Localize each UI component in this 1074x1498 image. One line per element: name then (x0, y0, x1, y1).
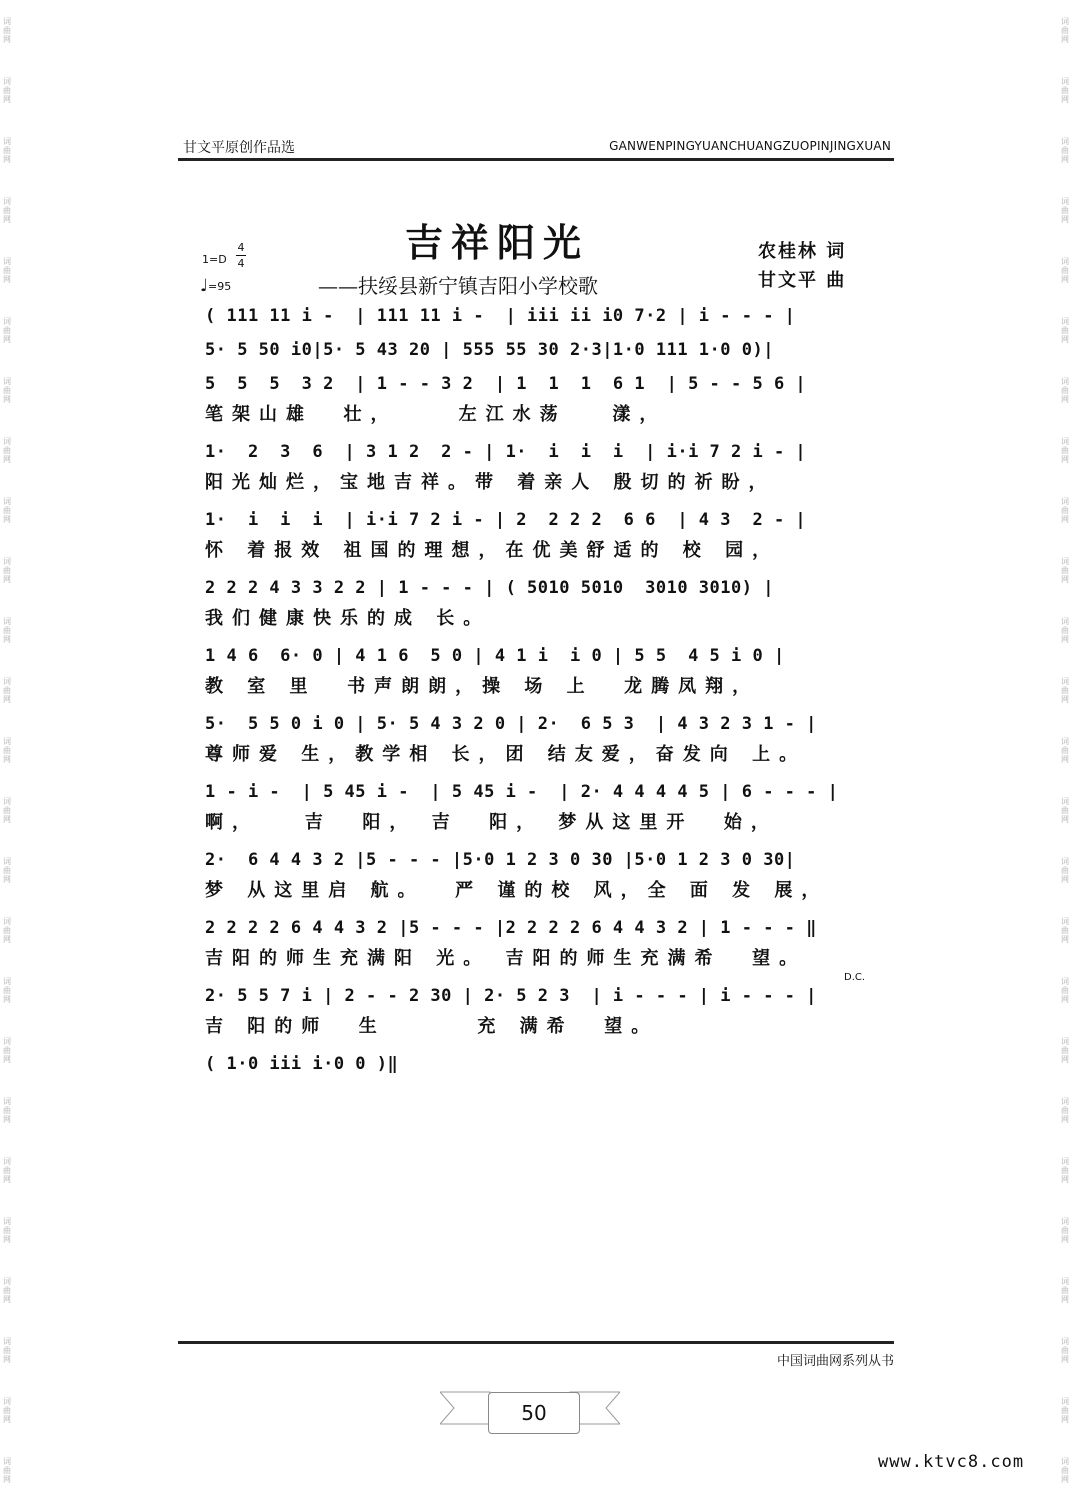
footer-rule (178, 1341, 894, 1344)
watermark-group (0, 420, 14, 480)
watermark-char: 曲 (3, 925, 11, 935)
watermark-char: 曲 (3, 1105, 11, 1115)
watermark-char: 网 (1061, 874, 1069, 884)
watermark-char: 曲 (3, 1465, 11, 1475)
watermark-group (1058, 240, 1072, 300)
watermark-group (1058, 720, 1072, 780)
watermark-group (1058, 120, 1072, 180)
watermark-char: 网 (3, 694, 11, 704)
watermark-group (0, 1260, 14, 1320)
watermark-group (0, 1140, 14, 1200)
watermark-char: 网 (3, 1354, 11, 1364)
song-subtitle: ——扶绥县新宁镇吉阳小学校歌 (318, 274, 598, 298)
watermark-char: 网 (3, 214, 11, 224)
watermark-char: 词 (1061, 1096, 1069, 1106)
watermark-char: 词 (1061, 1036, 1069, 1046)
watermark-char: 曲 (1061, 205, 1069, 215)
watermark-group (0, 900, 14, 960)
watermark-char: 网 (3, 1054, 11, 1064)
watermark-char: 词 (3, 16, 11, 26)
watermark-char: 曲 (3, 1045, 11, 1055)
watermark-char: 曲 (1061, 805, 1069, 815)
watermark-char: 网 (1061, 1414, 1069, 1424)
lyric-line: 啊， 吉 阳， 吉 阳， 梦从这里开 始， (205, 812, 778, 833)
watermark-char: 曲 (1061, 1045, 1069, 1055)
watermark-char: 词 (1061, 496, 1069, 506)
watermark-group (1058, 180, 1072, 240)
header-right-text: GANWENPINGYUANCHUANGZUOPINJINGXUAN (609, 139, 891, 153)
watermark-char: 网 (3, 1174, 11, 1184)
watermark-char: 网 (1061, 1294, 1069, 1304)
watermark-char: 曲 (1061, 325, 1069, 335)
watermark-char: 词 (1061, 796, 1069, 806)
site-url: www.ktvc8.com (878, 1452, 1025, 1472)
watermark-group (0, 300, 14, 360)
watermark-char: 曲 (3, 1345, 11, 1355)
watermark-char: 曲 (3, 685, 11, 695)
watermark-char: 词 (3, 196, 11, 206)
watermark-char: 曲 (3, 985, 11, 995)
watermark-char: 词 (3, 736, 11, 746)
watermark-char: 词 (1061, 1456, 1069, 1466)
watermark-char: 词 (3, 1036, 11, 1046)
watermark-char: 曲 (3, 325, 11, 335)
lyric-line: 吉 阳的师 生 充 满希 望。 (205, 1016, 659, 1037)
watermark-char: 网 (3, 274, 11, 284)
tempo-value: =95 (208, 280, 232, 293)
notation-line: 5· 5 5 0 i 0 | 5· 5 4 3 2 0 | 2· 6 5 3 | 4 3 2 3 1 - | (205, 714, 817, 734)
watermark-char: 网 (1061, 814, 1069, 824)
watermark-char: 词 (3, 316, 11, 326)
watermark-char: 词 (1061, 976, 1069, 986)
watermark-group (0, 1380, 14, 1440)
watermark-group (1058, 1080, 1072, 1140)
watermark-char: 词 (1061, 1276, 1069, 1286)
watermark-char: 曲 (3, 745, 11, 755)
watermark-char: 曲 (3, 385, 11, 395)
watermark-char: 词 (3, 616, 11, 626)
watermark-char: 曲 (1061, 1405, 1069, 1415)
watermark-char: 词 (3, 1096, 11, 1106)
watermark-char: 曲 (1061, 1465, 1069, 1475)
right-watermark-strip (1058, 0, 1072, 1498)
lyric-line: 教 室 里 书声朗朗，操 场 上 龙腾凤翔， (205, 676, 760, 697)
lyric-line: 吉阳的师生充满阳 光。 吉阳的师生充满希 望。 (205, 948, 807, 969)
watermark-char: 词 (1061, 436, 1069, 446)
notation-line: 1· i i i | i·i 7 2 i - | 2 2 2 2 6 6 | 4 3 2 - | (205, 510, 807, 530)
watermark-group (1058, 0, 1072, 60)
watermark-group (0, 780, 14, 840)
watermark-char: 词 (3, 1276, 11, 1286)
lyric-line: 阳光灿烂，宝地吉祥。带 着亲人 殷切的祈盼， (205, 472, 776, 493)
left-watermark-strip (0, 0, 14, 1498)
watermark-char: 网 (1061, 1174, 1069, 1184)
watermark-char: 网 (1061, 1054, 1069, 1064)
watermark-char: 网 (3, 1474, 11, 1484)
notation-line: ( 111 11 i - | 111 11 i - | iii ii i0 7·2 | i - - - | (205, 306, 796, 326)
watermark-char: 网 (1061, 94, 1069, 104)
watermark-group (0, 1200, 14, 1260)
watermark-group (1058, 480, 1072, 540)
watermark-char: 曲 (1061, 1225, 1069, 1235)
watermark-char: 曲 (1061, 985, 1069, 995)
watermark-char: 词 (1061, 316, 1069, 326)
page-number: 50 (488, 1392, 580, 1434)
watermark-char: 词 (3, 556, 11, 566)
watermark-group (1058, 540, 1072, 600)
time-divider (236, 255, 246, 256)
watermark-char: 词 (1061, 856, 1069, 866)
watermark-char: 曲 (1061, 505, 1069, 515)
watermark-group (0, 840, 14, 900)
watermark-group (1058, 1140, 1072, 1200)
watermark-group (1058, 840, 1072, 900)
watermark-char: 曲 (3, 865, 11, 875)
watermark-char: 网 (1061, 634, 1069, 644)
footer-series-text: 中国词曲网系列从书 (776, 1354, 894, 1369)
watermark-char: 词 (3, 1216, 11, 1226)
watermark-char: 词 (3, 256, 11, 266)
watermark-char: 曲 (3, 565, 11, 575)
watermark-char: 网 (3, 874, 11, 884)
watermark-group (0, 660, 14, 720)
watermark-char: 网 (1061, 934, 1069, 944)
watermark-group (0, 60, 14, 120)
watermark-char: 网 (3, 394, 11, 404)
watermark-char: 词 (3, 376, 11, 386)
watermark-char: 曲 (1061, 1105, 1069, 1115)
lyric-line: 尊师爱 生，教学相 长，团 结友爱，奋发向 上。 (205, 744, 807, 765)
watermark-char: 网 (1061, 1234, 1069, 1244)
watermark-char: 网 (3, 514, 11, 524)
watermark-char: 网 (3, 94, 11, 104)
watermark-char: 曲 (1061, 145, 1069, 155)
watermark-char: 网 (1061, 994, 1069, 1004)
watermark-char: 曲 (3, 25, 11, 35)
watermark-char: 曲 (3, 1225, 11, 1235)
watermark-group (0, 720, 14, 780)
lyric-line: 笔架山雄 壮， 左江水荡 漾， (205, 404, 667, 425)
watermark-group (0, 540, 14, 600)
composer: 甘文平 曲 (758, 270, 847, 291)
quarter-note-icon: ♩ (200, 276, 209, 296)
watermark-char: 曲 (1061, 925, 1069, 935)
watermark-char: 网 (3, 1234, 11, 1244)
watermark-char: 曲 (3, 625, 11, 635)
watermark-group (1058, 60, 1072, 120)
watermark-char: 曲 (1061, 565, 1069, 575)
watermark-char: 曲 (1061, 1285, 1069, 1295)
watermark-char: 词 (1061, 256, 1069, 266)
watermark-char: 网 (3, 754, 11, 764)
watermark-char: 词 (3, 856, 11, 866)
notation-line: ( 1·0 iii i·0 0 )‖ (205, 1054, 399, 1074)
watermark-char: 网 (1061, 1114, 1069, 1124)
watermark-char: 词 (1061, 1156, 1069, 1166)
notation-line: 2· 6 4 4 3 2 |5 - - - |5·0 1 2 3 0 30 |5·0 1 2 3 0 30| (205, 850, 796, 870)
watermark-char: 词 (3, 976, 11, 986)
watermark-group (1058, 360, 1072, 420)
watermark-char: 词 (1061, 736, 1069, 746)
watermark-char: 网 (3, 634, 11, 644)
watermark-group (0, 1440, 14, 1498)
watermark-char: 词 (3, 436, 11, 446)
watermark-char: 词 (1061, 1336, 1069, 1346)
watermark-group (0, 0, 14, 60)
watermark-group (1058, 900, 1072, 960)
watermark-group (1058, 1320, 1072, 1380)
notation-line: 2· 5 5 7 i | 2 - - 2 30 | 2· 5 2 3 | i - - - | i - - - | (205, 986, 817, 1006)
watermark-group (1058, 780, 1072, 840)
watermark-char: 网 (1061, 334, 1069, 344)
watermark-char: 曲 (3, 145, 11, 155)
watermark-char: 网 (3, 814, 11, 824)
watermark-group (1058, 1020, 1072, 1080)
watermark-char: 网 (3, 1114, 11, 1124)
watermark-char: 词 (3, 676, 11, 686)
watermark-char: 词 (3, 1456, 11, 1466)
watermark-char: 网 (3, 154, 11, 164)
watermark-group (1058, 420, 1072, 480)
watermark-char: 网 (3, 334, 11, 344)
watermark-char: 词 (3, 76, 11, 86)
watermark-group (0, 600, 14, 660)
watermark-group (1058, 1440, 1072, 1498)
watermark-group (1058, 1380, 1072, 1440)
watermark-group (0, 240, 14, 300)
watermark-char: 网 (1061, 34, 1069, 44)
watermark-char: 曲 (1061, 625, 1069, 635)
watermark-char: 网 (1061, 574, 1069, 584)
lyric-line: 我们健康快乐的成 长。 (205, 608, 491, 629)
watermark-group (0, 1080, 14, 1140)
header-rule (178, 158, 894, 161)
watermark-char: 网 (1061, 754, 1069, 764)
notation-line: 5· 5 50 i0|5· 5 43 20 | 555 55 30 2·3|1·0 111 1·0 0)| (205, 340, 774, 360)
watermark-char: 曲 (3, 1285, 11, 1295)
time-signature (236, 241, 246, 270)
watermark-char: 网 (1061, 274, 1069, 284)
watermark-char: 词 (3, 1396, 11, 1406)
watermark-char: 曲 (1061, 865, 1069, 875)
watermark-char: 曲 (3, 1165, 11, 1175)
watermark-char: 曲 (3, 505, 11, 515)
watermark-char: 曲 (1061, 265, 1069, 275)
notation-line: 1 - i - | 5 45 i - | 5 45 i - | 2· 4 4 4 4 5 | 6 - - - | (205, 782, 839, 802)
watermark-group (0, 120, 14, 180)
watermark-char: 曲 (1061, 385, 1069, 395)
watermark-char: 曲 (3, 445, 11, 455)
watermark-char: 词 (3, 916, 11, 926)
tempo-marking (200, 276, 231, 296)
watermark-char: 网 (3, 994, 11, 1004)
watermark-group (1058, 960, 1072, 1020)
watermark-char: 词 (1061, 616, 1069, 626)
watermark-char: 曲 (3, 805, 11, 815)
watermark-char: 网 (3, 34, 11, 44)
watermark-char: 曲 (3, 1405, 11, 1415)
watermark-char: 词 (3, 496, 11, 506)
watermark-char: 网 (1061, 454, 1069, 464)
watermark-char: 网 (1061, 214, 1069, 224)
watermark-group (0, 180, 14, 240)
watermark-group (1058, 660, 1072, 720)
watermark-char: 网 (1061, 1354, 1069, 1364)
watermark-char: 网 (3, 1294, 11, 1304)
watermark-char: 词 (1061, 676, 1069, 686)
watermark-char: 曲 (1061, 1165, 1069, 1175)
time-top: 4 (237, 241, 245, 254)
watermark-char: 曲 (1061, 25, 1069, 35)
watermark-char: 词 (3, 136, 11, 146)
watermark-char: 词 (1061, 76, 1069, 86)
watermark-char: 曲 (1061, 745, 1069, 755)
watermark-char: 网 (3, 934, 11, 944)
watermark-char: 曲 (3, 205, 11, 215)
watermark-group (0, 1020, 14, 1080)
watermark-char: 曲 (1061, 685, 1069, 695)
lyricist: 农桂林 词 (758, 241, 847, 262)
watermark-char: 词 (1061, 16, 1069, 26)
notation-line: 1· 2 3 6 | 3 1 2 2 - | 1· i i i | i·i 7 2 i - | (205, 442, 807, 462)
watermark-char: 网 (1061, 694, 1069, 704)
watermark-group (1058, 600, 1072, 660)
watermark-char: 网 (3, 454, 11, 464)
watermark-char: 词 (3, 796, 11, 806)
watermark-char: 曲 (3, 265, 11, 275)
header-left-text: 甘文平原创作品选 (183, 140, 295, 156)
watermark-char: 网 (1061, 1474, 1069, 1484)
watermark-char: 词 (3, 1336, 11, 1346)
watermark-char: 词 (1061, 196, 1069, 206)
watermark-char: 词 (1061, 1396, 1069, 1406)
watermark-char: 词 (1061, 556, 1069, 566)
notation-line: 2 2 2 4 3 3 2 2 | 1 - - - | ( 5010 5010 3010 3010) | (205, 578, 774, 598)
da-capo-mark: D.C. (844, 972, 866, 983)
lyric-line: 怀 着报效 祖国的理想，在优美舒适的 校 园， (205, 540, 780, 561)
watermark-group (1058, 300, 1072, 360)
notation-line: 5 5 5 3 2 | 1 - - 3 2 | 1 1 1 6 1 | 5 - - 5 6 | (205, 374, 807, 394)
watermark-group (0, 360, 14, 420)
watermark-group (0, 1320, 14, 1380)
watermark-char: 网 (3, 574, 11, 584)
key-signature: 1=D (202, 253, 227, 266)
watermark-char: 网 (1061, 394, 1069, 404)
watermark-char: 网 (1061, 154, 1069, 164)
watermark-char: 词 (1061, 1216, 1069, 1226)
notation-line: 1 4 6 6· 0 | 4 1 6 5 0 | 4 1 i i 0 | 5 5 4 5 i 0 | (205, 646, 785, 666)
watermark-char: 曲 (3, 85, 11, 95)
song-title: 吉祥阳光 (405, 220, 590, 265)
watermark-group (1058, 1200, 1072, 1260)
watermark-group (0, 960, 14, 1020)
watermark-group (0, 480, 14, 540)
watermark-char: 曲 (1061, 85, 1069, 95)
notation-line: 2 2 2 2 6 4 4 3 2 |5 - - - |2 2 2 2 6 4 4 3 2 | 1 - - - ‖ (205, 918, 817, 938)
watermark-char: 曲 (1061, 1345, 1069, 1355)
watermark-char: 曲 (1061, 445, 1069, 455)
watermark-char: 词 (3, 1156, 11, 1166)
lyric-line: 梦 从这里启 航。 严 谨的校 风，全 面 发 展， (205, 880, 829, 901)
watermark-char: 词 (1061, 136, 1069, 146)
watermark-char: 网 (1061, 514, 1069, 524)
watermark-char: 网 (3, 1414, 11, 1424)
watermark-group (1058, 1260, 1072, 1320)
watermark-char: 词 (1061, 376, 1069, 386)
time-bottom: 4 (237, 257, 245, 270)
watermark-char: 词 (1061, 916, 1069, 926)
